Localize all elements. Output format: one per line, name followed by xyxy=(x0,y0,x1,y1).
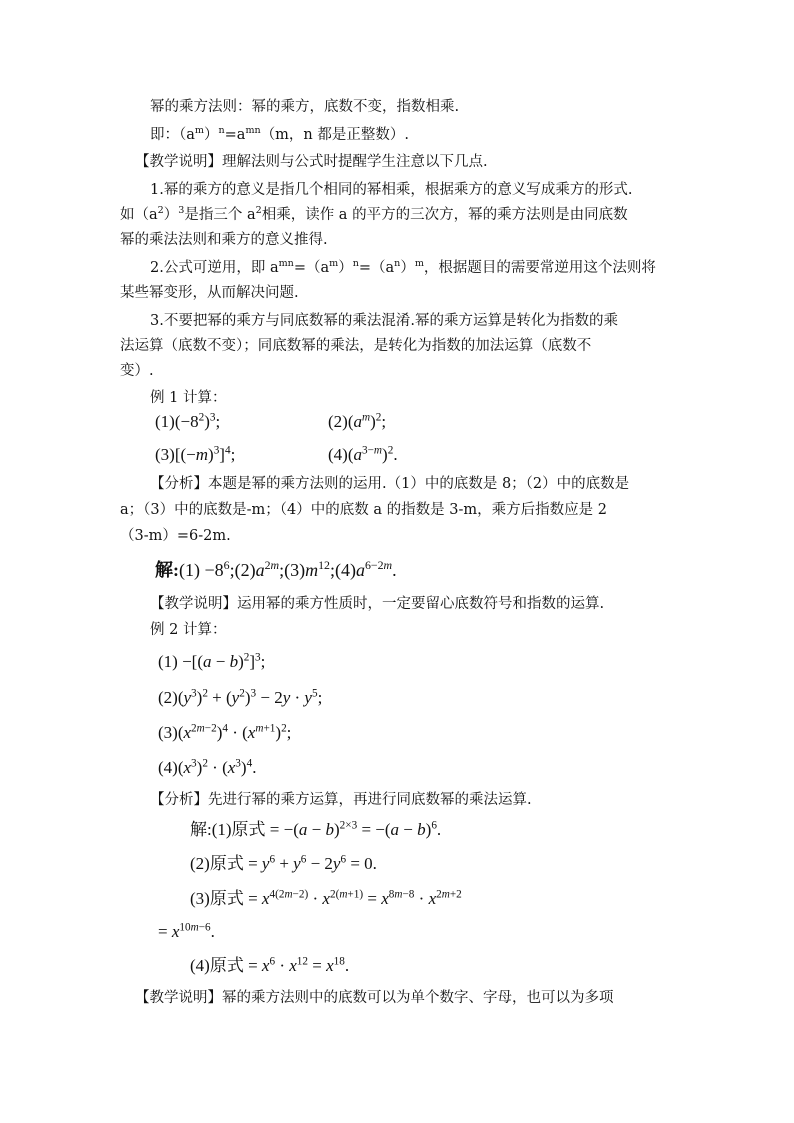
point-2-line-1: 2.公式可逆用，即 $a^{mn}=(a^m)^n=(a^n)^m$，根据题目的需要常逆用这个法则将 xyxy=(150,258,656,276)
example-2-item-4: $(4)(x^3)^2 \cdot (x^3)^4$. xyxy=(158,757,257,777)
analysis-1-line-1: 【分析】本题是幂的乘方法则的运用.（1）中的底数是 8；（2）中的底数是 xyxy=(150,476,630,492)
example-2-item-2: $(2)(y^3)^2 + (y^2)^3 - 2y \cdot y^5$; xyxy=(158,687,323,707)
analysis-1-line-3: （3-m）=6-2m. xyxy=(120,528,231,544)
point-3-line-1: 3.不要把幂的乘方与同底数幂的乘法混淆.幂的乘方运算是转化为指数的乘 xyxy=(150,313,618,329)
point-1-line-2: 如$(a^2)^3$是指三个 $a^2$相乘，读作 a 的平方的三次方，幂的乘方法则是由同底数 xyxy=(120,205,628,223)
teaching-note-2: 【教学说明】运用幂的乘方性质时，一定要留心底数符号和指数的运算. xyxy=(150,596,605,612)
example-1-item-3: $(3)[(-m)^3]^4$; xyxy=(155,444,236,464)
point-3-line-2: 法运算（底数不变）；同底数幂的乘法，是转化为指数的加法运算（底数不 xyxy=(120,338,592,354)
example-2-title: 例 2 计算： xyxy=(150,622,227,638)
analysis-2: 【分析】先进行幂的乘方运算，再进行同底数幂的乘法运算. xyxy=(150,792,532,808)
example-2-item-3: $(3)(x^{2m-2})^4 \cdot (x^{m+1})^2$; xyxy=(158,722,292,742)
analysis-1-line-2: a；（3）中的底数是-m；（4）中的底数 a 的指数是 3-m，乘方后指数应是 2 xyxy=(120,502,607,518)
example-1-item-4: $(4)(a^{3-m})^2$. xyxy=(328,444,398,464)
solution-2-part-3-cont: = $x^{10m-6}$. xyxy=(158,921,215,941)
solution-2-part-1: 解:(1)原式 = $-(a - b)^{2\times 3} = -(a - b)^6$. xyxy=(190,819,442,839)
teaching-note-1: 【教学说明】理解法则与公式时提醒学生注意以下几点. xyxy=(135,154,488,170)
example-1-item-1: $(1)(-8^2)^3$; xyxy=(155,411,221,431)
power-rule-formula: 即：$(a^m)^n=a^{mn}(m$，n 都是正整数）. xyxy=(150,125,409,143)
power-rule-statement: 幂的乘方法则：幂的乘方，底数不变，指数相乘. xyxy=(150,99,460,115)
point-2-line-2: 某些幂变形，从而解决问题. xyxy=(120,285,299,301)
example-1-title: 例 1 计算： xyxy=(150,390,227,406)
point-3-line-3: 变）. xyxy=(120,363,154,379)
solution-2-part-2: (2)原式 = $y^6 + y^6 - 2y^6 = 0$. xyxy=(190,853,377,873)
solution-2-part-4: (4)原式 = $x^6 \cdot x^{12} = x^{18}$. xyxy=(190,955,350,975)
example-1-item-2: $(2)(a^m)^2$; xyxy=(328,411,387,431)
solution-2-part-3: (3)原式 = $x^{4(2m-2)} \cdot x^{2(m+1)} = x^{8m-8} \cdot x^{2m+2}$ xyxy=(190,888,462,908)
solution-1: 解:(1) $-8^6;(2)a^{2m};(3)m^{12};(4)a^{6-2m}$. xyxy=(155,558,397,580)
teaching-note-3: 【教学说明】幂的乘方法则中的底数可以为单个数字、字母，也可以为多项 xyxy=(135,990,614,1006)
point-1-line-1: 1.幂的乘方的意义是指几个相同的幂相乘，根据乘方的意义写成乘方的形式. xyxy=(150,182,633,198)
point-1-line-3: 幂的乘法法则和乘方的意义推得. xyxy=(120,232,328,248)
example-2-item-1: $(1) -[(a - b)^2]^3$; xyxy=(158,651,266,671)
